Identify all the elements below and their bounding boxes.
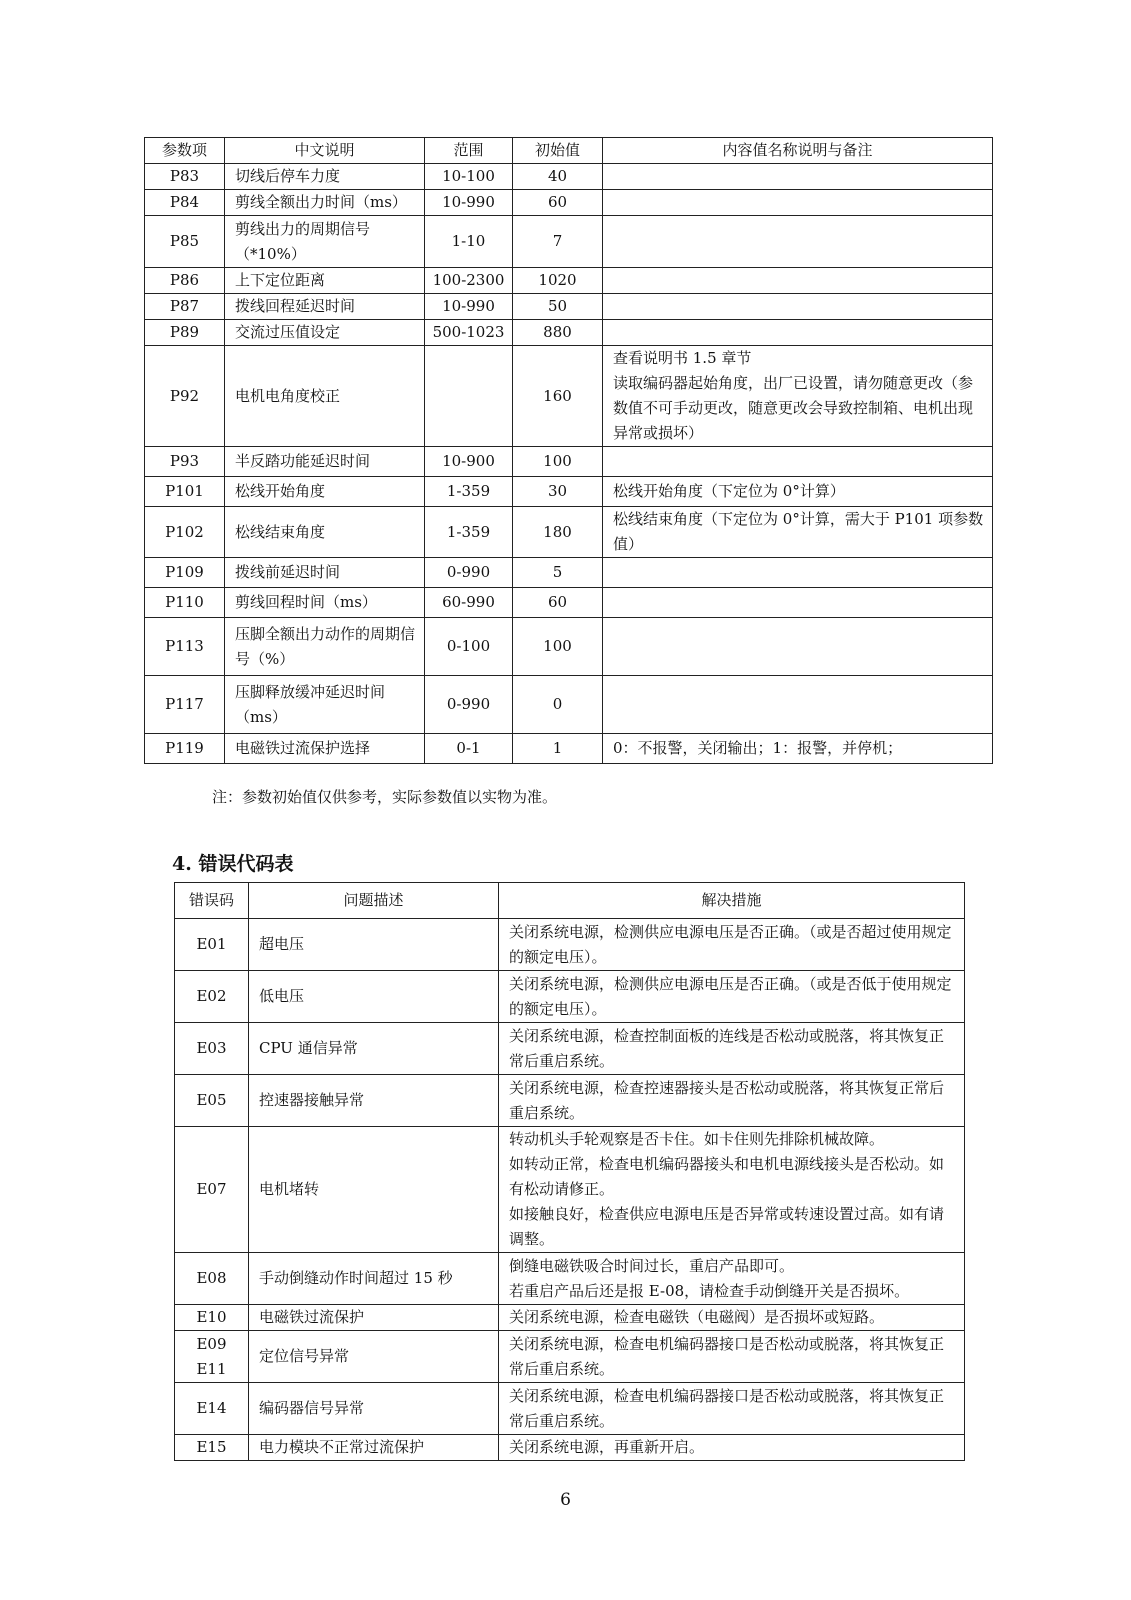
param-id: P102 <box>145 507 225 558</box>
error-solution: 关闭系统电源，检测供应电源电压是否正确。（或是否低于使用规定的额定电压）。 <box>499 971 965 1023</box>
param-note <box>603 190 993 216</box>
error-solution: 关闭系统电源，检测供应电源电压是否正确。（或是否超过使用规定的额定电压）。 <box>499 919 965 971</box>
table-row <box>145 190 993 216</box>
param-description: 松线结束角度 <box>225 507 425 558</box>
table-row <box>145 618 993 676</box>
param-range: 10-900 <box>425 447 513 477</box>
param-initial-value: 40 <box>513 164 603 190</box>
param-range: 100-2300 <box>425 268 513 294</box>
param-range: 0-1 <box>425 734 513 764</box>
error-code: E15 <box>175 1435 249 1461</box>
param-description: 松线开始角度 <box>225 477 425 507</box>
error-code: E03 <box>175 1023 249 1075</box>
table-row <box>145 320 993 346</box>
error-problem: 控速器接触异常 <box>249 1075 499 1127</box>
error-code: E10 <box>175 1305 249 1331</box>
error-problem: 电力模块不正常过流保护 <box>249 1435 499 1461</box>
error-solution: 关闭系统电源，检查电机编码器接口是否松动或脱落，将其恢复正常后重启系统。 <box>499 1331 965 1383</box>
header-param: 参数项 <box>145 138 225 164</box>
error-solution: 倒缝电磁铁吸合时间过长，重启产品即可。 若重启产品后还是报 E-08，请检查手动倒缝开关是否损坏。 <box>499 1253 965 1305</box>
error-solution: 转动机头手轮观察是否卡住。如卡住则先排除机械故障。 如转动正常，检查电机编码器接头和电机电源线接头是否松动。如有松动请修正。 如接触良好，检查供应电源电压是否异常或转速设置过高。如有请调整。 <box>499 1127 965 1253</box>
param-initial-value: 5 <box>513 558 603 588</box>
param-note <box>603 320 993 346</box>
table-footnote: 注：参数初始值仅供参考，实际参数值以实物为准。 <box>212 788 558 806</box>
param-description: 剪线全额出力时间（ms） <box>225 190 425 216</box>
table-row <box>175 1305 965 1331</box>
param-note: 松线开始角度（下定位为 0°计算） <box>603 477 993 507</box>
error-solution: 关闭系统电源，再重新开启。 <box>499 1435 965 1461</box>
param-range: 10-100 <box>425 164 513 190</box>
table-row <box>145 477 993 507</box>
param-id: P84 <box>145 190 225 216</box>
error-solution: 关闭系统电源，检查电机编码器接口是否松动或脱落，将其恢复正常后重启系统。 <box>499 1383 965 1435</box>
table-row <box>175 1127 965 1253</box>
table-row <box>145 734 993 764</box>
error-code: E09 E11 <box>175 1331 249 1383</box>
param-range: 1-359 <box>425 477 513 507</box>
error-code: E02 <box>175 971 249 1023</box>
param-note <box>603 164 993 190</box>
param-initial-value: 1020 <box>513 268 603 294</box>
section-title: 4. 错误代码表 <box>172 853 294 875</box>
param-description: 电机电角度校正 <box>225 346 425 447</box>
table-row <box>145 588 993 618</box>
param-initial-value: 60 <box>513 190 603 216</box>
param-description: 半反踏功能延迟时间 <box>225 447 425 477</box>
param-id: P110 <box>145 588 225 618</box>
parameter-table-body <box>145 164 993 764</box>
page-number: 6 <box>560 1490 571 1510</box>
header-code: 错误码 <box>175 883 249 919</box>
error-problem: 低电压 <box>249 971 499 1023</box>
param-description: 剪线出力的周期信号（*10%） <box>225 216 425 268</box>
error-code: E05 <box>175 1075 249 1127</box>
param-note <box>603 447 993 477</box>
table-row <box>175 1023 965 1075</box>
table-row <box>175 1331 965 1383</box>
param-id: P119 <box>145 734 225 764</box>
error-problem: 电机堵转 <box>249 1127 499 1253</box>
param-id: P83 <box>145 164 225 190</box>
param-id: P89 <box>145 320 225 346</box>
header-init: 初始值 <box>513 138 603 164</box>
param-initial-value: 160 <box>513 346 603 447</box>
error-code-table <box>174 882 965 1461</box>
table-row <box>145 507 993 558</box>
error-code: E01 <box>175 919 249 971</box>
param-range: 1-10 <box>425 216 513 268</box>
param-id: P101 <box>145 477 225 507</box>
param-note <box>603 268 993 294</box>
table-row <box>145 216 993 268</box>
param-note <box>603 558 993 588</box>
param-range <box>425 346 513 447</box>
error-problem: 电磁铁过流保护 <box>249 1305 499 1331</box>
param-note <box>603 618 993 676</box>
param-description: 剪线回程时间（ms） <box>225 588 425 618</box>
param-id: P86 <box>145 268 225 294</box>
param-description: 电磁铁过流保护选择 <box>225 734 425 764</box>
header-problem: 问题描述 <box>249 883 499 919</box>
error-solution: 关闭系统电源，检查控制面板的连线是否松动或脱落，将其恢复正常后重启系统。 <box>499 1023 965 1075</box>
param-initial-value: 7 <box>513 216 603 268</box>
param-initial-value: 100 <box>513 618 603 676</box>
param-note: 0：不报警，关闭输出；1：报警，并停机； <box>603 734 993 764</box>
param-range: 500-1023 <box>425 320 513 346</box>
param-note <box>603 588 993 618</box>
error-problem: 定位信号异常 <box>249 1331 499 1383</box>
param-initial-value: 180 <box>513 507 603 558</box>
param-range: 0-990 <box>425 676 513 734</box>
param-id: P117 <box>145 676 225 734</box>
param-description: 压脚全额出力动作的周期信号（%） <box>225 618 425 676</box>
param-id: P93 <box>145 447 225 477</box>
param-range: 0-990 <box>425 558 513 588</box>
param-initial-value: 880 <box>513 320 603 346</box>
table-row <box>145 346 993 447</box>
error-solution: 关闭系统电源，检查电磁铁（电磁阀）是否损坏或短路。 <box>499 1305 965 1331</box>
error-code: E07 <box>175 1127 249 1253</box>
param-description: 拨线回程延迟时间 <box>225 294 425 320</box>
param-range: 0-100 <box>425 618 513 676</box>
param-note: 松线结束角度（下定位为 0°计算，需大于 P101 项参数值） <box>603 507 993 558</box>
table-row <box>145 558 993 588</box>
param-note <box>603 294 993 320</box>
table-row <box>145 447 993 477</box>
param-description: 压脚释放缓冲延迟时间（ms） <box>225 676 425 734</box>
param-description: 拨线前延迟时间 <box>225 558 425 588</box>
param-initial-value: 1 <box>513 734 603 764</box>
param-initial-value: 30 <box>513 477 603 507</box>
param-description: 切线后停车力度 <box>225 164 425 190</box>
param-range: 10-990 <box>425 190 513 216</box>
param-initial-value: 0 <box>513 676 603 734</box>
param-id: P92 <box>145 346 225 447</box>
error-code: E08 <box>175 1253 249 1305</box>
table-row <box>175 971 965 1023</box>
param-range: 1-359 <box>425 507 513 558</box>
table-row <box>145 676 993 734</box>
error-problem: 编码器信号异常 <box>249 1383 499 1435</box>
param-range: 60-990 <box>425 588 513 618</box>
table-row <box>145 268 993 294</box>
param-range: 10-990 <box>425 294 513 320</box>
param-note: 查看说明书 1.5 章节 读取编码器起始角度，出厂已设置，请勿随意更改（参数值不可手动更改，随意更改会导致控制箱、电机出现异常或损坏） <box>603 346 993 447</box>
table-row <box>145 164 993 190</box>
table-row <box>175 1075 965 1127</box>
table-row <box>175 1435 965 1461</box>
param-description: 上下定位距离 <box>225 268 425 294</box>
table-row <box>175 919 965 971</box>
table-row <box>175 1253 965 1305</box>
error-problem: CPU 通信异常 <box>249 1023 499 1075</box>
error-problem: 超电压 <box>249 919 499 971</box>
param-id: P109 <box>145 558 225 588</box>
param-id: P87 <box>145 294 225 320</box>
param-initial-value: 60 <box>513 588 603 618</box>
table-row <box>175 1383 965 1435</box>
param-id: P113 <box>145 618 225 676</box>
header-range: 范围 <box>425 138 513 164</box>
parameter-table <box>144 137 993 764</box>
header-note: 内容值名称说明与备注 <box>603 138 993 164</box>
param-description: 交流过压值设定 <box>225 320 425 346</box>
param-note <box>603 216 993 268</box>
param-id: P85 <box>145 216 225 268</box>
error-code-table-body <box>175 919 965 1461</box>
error-solution: 关闭系统电源，检查控速器接头是否松动或脱落，将其恢复正常后重启系统。 <box>499 1075 965 1127</box>
header-desc: 中文说明 <box>225 138 425 164</box>
error-problem: 手动倒缝动作时间超过 15 秒 <box>249 1253 499 1305</box>
param-initial-value: 100 <box>513 447 603 477</box>
param-initial-value: 50 <box>513 294 603 320</box>
error-code: E14 <box>175 1383 249 1435</box>
header-solution: 解决措施 <box>499 883 965 919</box>
table-row <box>145 294 993 320</box>
param-note <box>603 676 993 734</box>
